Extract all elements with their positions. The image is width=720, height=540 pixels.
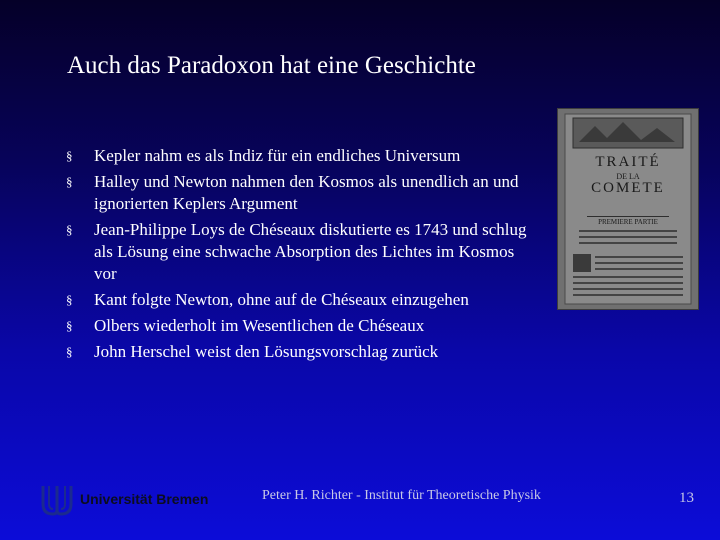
bullet-item	[66, 145, 536, 167]
bullet-item	[66, 171, 536, 215]
bullet-marker: §	[66, 174, 73, 189]
bullet-marker: §	[66, 148, 73, 163]
logo-text: Universität Bremen	[80, 491, 209, 507]
book-title-line: DE LA	[616, 172, 640, 181]
university-logo	[40, 482, 208, 516]
bullet-text: Kant folgte Newton, ohne auf de Chéseaux einzugehen	[94, 290, 469, 309]
bullet-item	[66, 315, 536, 337]
bullet-text: Olbers wiederholt im Wesentlichen de Chéseaux	[94, 316, 425, 335]
bullet-item	[66, 341, 536, 363]
bullet-text: Kepler nahm es als Indiz für ein endliches Universum	[94, 146, 461, 165]
book-title-page-image	[557, 108, 699, 310]
bullet-marker: §	[66, 292, 73, 307]
footer-credit: Peter H. Richter - Institut für Theoretische Physik	[262, 488, 541, 503]
bullet-list	[66, 145, 536, 367]
bullet-item	[66, 289, 536, 311]
book-title-line: TRAITÉ	[595, 154, 661, 170]
bullet-marker: §	[66, 344, 73, 359]
book-page-art	[557, 108, 699, 310]
slide-title: Auch das Paradoxon hat eine Geschichte	[67, 52, 476, 79]
book-title-line: COMETE	[591, 180, 665, 196]
book-title-line: PREMIERE PARTIE	[598, 218, 658, 226]
page-number: 13	[679, 490, 694, 506]
bullet-text: John Herschel weist den Lösungsvorschlag zurück	[94, 342, 439, 361]
bullet-text: Halley und Newton nahmen den Kosmos als unendlich an und ignorierten Keplers Argument	[94, 172, 519, 213]
bullet-marker: §	[66, 222, 73, 237]
bullet-text: Jean-Philippe Loys de Chéseaux diskutierte es 1743 und schlug als Lösung eine schwache Absorption des Lichtes im Kosmos vor	[94, 220, 527, 283]
university-logo-icon	[40, 482, 74, 516]
bullet-marker: §	[66, 318, 73, 333]
bullet-item	[66, 219, 536, 285]
